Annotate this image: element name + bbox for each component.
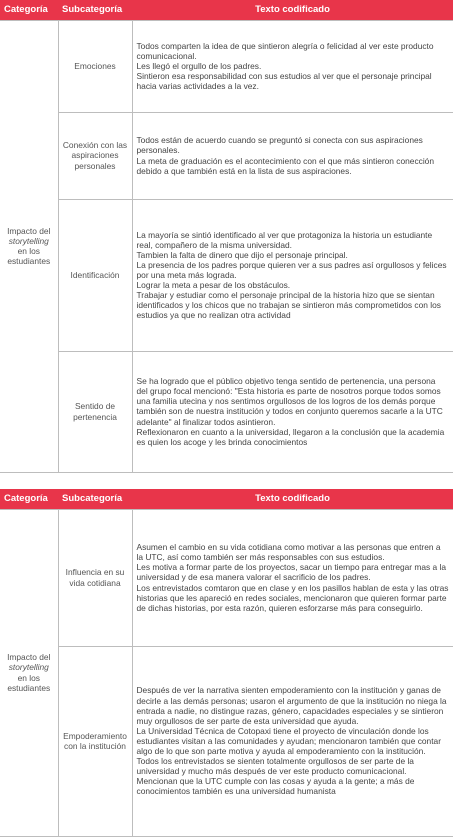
- category-cell: [0, 509, 58, 836]
- table-header-row: [0, 0, 453, 20]
- category-line: estudiantes: [7, 682, 51, 693]
- coded-paragraph: La presencia de los padres porque quieren ver a sus padres así orgullosos y felices por una meta más lograda.: [136, 259, 447, 280]
- table-row: [0, 646, 453, 836]
- coded-paragraph: La meta de graduación es el acontecimiento con el que más sintieron conección debido a que también está en la lista de sus aspiraciones.: [136, 155, 434, 176]
- subcategory-cell: Influencia en su vida cotidiana: [58, 509, 132, 646]
- coded-text-cell: [132, 20, 453, 112]
- subcategory-cell: Emociones: [58, 20, 132, 112]
- coded-paragraph: Lograr la meta a pesar de los obstáculos.: [136, 280, 291, 291]
- category-italic: storytelling: [8, 235, 49, 246]
- subcategory-cell: Empoderamiento con la institución: [58, 646, 132, 836]
- category-italic: storytelling: [8, 662, 49, 673]
- table-row: [0, 199, 453, 351]
- header-subcategory: Subcategoría: [58, 0, 132, 20]
- coded-paragraph: Sintieron esa responsabilidad con sus estudios al ver que el personaje principal hacia varias actividades a la vez.: [136, 71, 432, 92]
- coded-paragraph: Tambien la falta de dinero que dijo el personaje principal.: [136, 249, 348, 260]
- coded-paragraph: Mencionan que la UTC cumple con las cosas y ayuda a la gente; a más de conocimientos también es una universidad humanista: [136, 776, 415, 797]
- table-row: [0, 20, 453, 112]
- category-cell: [0, 20, 58, 472]
- category-line: estudiantes: [7, 256, 51, 267]
- subcategory-cell: Identificación: [58, 199, 132, 351]
- coded-text-cell: [132, 351, 453, 472]
- header-coded-text: Texto codificado: [132, 0, 453, 20]
- coded-text-cell: [132, 509, 453, 646]
- category-line: en los: [17, 672, 40, 683]
- coded-text-cell: [132, 112, 453, 199]
- coded-paragraph: Todos comparten la idea de que sintieron alegría o felicidad al ver este producto comunicacional.: [136, 40, 434, 61]
- table-header-row: [0, 489, 453, 509]
- header-category: Categoría: [0, 0, 58, 20]
- subcategory-cell: Conexión con las aspiraciones personales: [58, 112, 132, 199]
- coded-paragraph: Trabajar y estudiar como el personaje principal de la historia hizo que se sientan identificados y los chicos que no trabajan se sintieron más comprometidos con los estudios ya que no realizan otra actividad: [136, 290, 441, 321]
- subcategory-cell: Sentido de pertenencia: [58, 351, 132, 472]
- coded-paragraph: Les llegó el orgullo de los padres.: [136, 60, 262, 71]
- coded-paragraph: Se ha logrado que el público objetivo tenga sentido de pertenencia, una persona del grupo focal mencionó: "Esta historia es parte de nosotros porque todos somos una familia utecina y nos sentimos orgullosos de los logros de los demás porque también son de nuestra institución y todos en conjunto queremos sacarle a la UTC adelante" al finalizar todos asintieron.: [136, 376, 443, 427]
- coding-table-2: [0, 489, 453, 837]
- coded-paragraph: La mayoría se sintió identificado al ver que protagoniza la historia un estudiante real, compañero de la misma universidad.: [136, 229, 433, 250]
- coded-text-cell: [132, 646, 453, 836]
- coded-paragraph: Los entrevistados comtaron que en clase y en los pasillos hablan de esta y las otras historias que les apareció en redes sociales, mencionaron que quieren formar parte de dichas historias, por esta razón, quieren esforzarse más para conseguirlo.: [136, 582, 449, 613]
- coded-paragraph: Después de ver la narrativa sienten empoderamiento con la institución y ganas de decirle a las demás personas; usaron el argumento de que la institución no niega la entrada a nadie, no distingue razas, género, capacidades especiales y se sintieron muy orgullosos de ser parte de esta universidad que ayuda.: [136, 685, 447, 726]
- coded-paragraph: La Universidad Técnica de Cotopaxi tiene el proyecto de vinculación donde los estudiantes visitan a las comunidades y ayudan; mencionaron también que contar algo de lo que son parte motiva y ayuda al empoderamiento con la institución.: [136, 725, 441, 757]
- header-subcategory: Subcategoría: [58, 489, 132, 509]
- header-coded-text: Texto codificado: [132, 489, 453, 509]
- category-line: en los: [17, 246, 40, 256]
- coded-paragraph: Asumen el cambio en su vida cotidiana como motivar a las personas que entren a la UTC, así como también ser más responsables con sus estudios.: [136, 542, 441, 563]
- coded-paragraph: Todos los entrevistados se sienten totalmente orgullosos de ser parte de la universidad y mucho más después de ver este producto comunicacional.: [136, 756, 414, 777]
- category-line: Impacto del: [7, 225, 51, 236]
- table-row: [0, 112, 453, 199]
- coded-paragraph: Todos están de acuerdo cuando se preguntó si conecta con sus aspiraciones personales.: [136, 135, 423, 156]
- table-row: [0, 351, 453, 472]
- coded-paragraph: Reflexionaron en cuanto a la universidad, llegaron a la conclusión que la academia es quien los acoge y les brinda conocimientos: [136, 426, 445, 447]
- coded-text-cell: [132, 199, 453, 351]
- header-category: Categoría: [0, 489, 58, 509]
- table-row: [0, 509, 453, 646]
- coded-paragraph: Les motiva a formar parte de los proyectos, sacar un tiempo para entregar mas a la universidad y de esa manera valorar el sacrificio de los padres.: [136, 562, 447, 583]
- category-line: Impacto del: [7, 652, 51, 663]
